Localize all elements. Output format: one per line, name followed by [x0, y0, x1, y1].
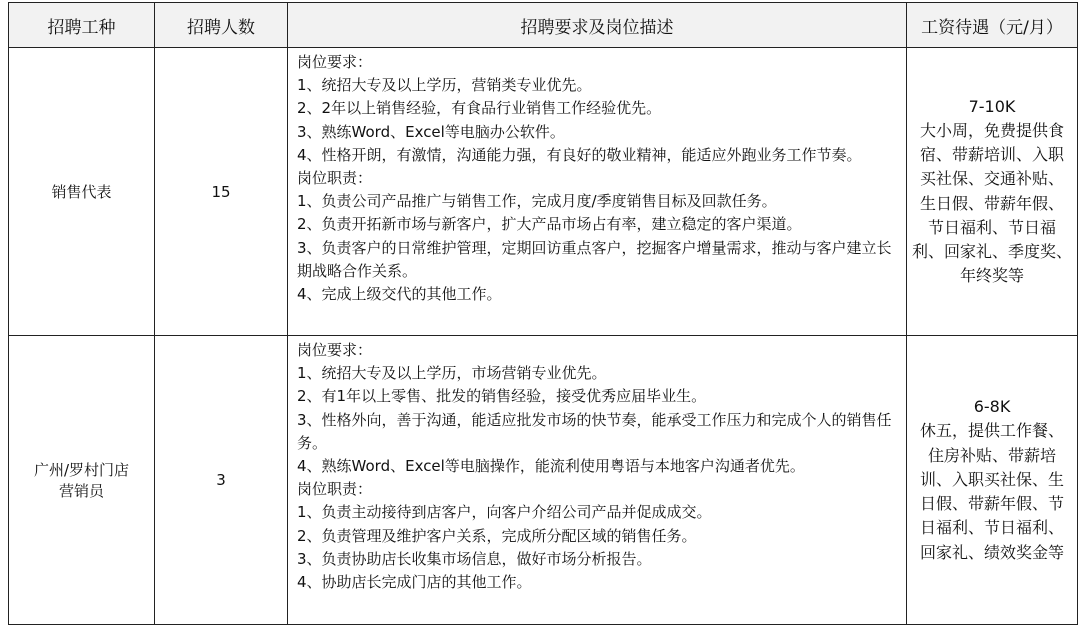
salary-cell — [907, 336, 1078, 625]
description-line: 3、性格外向，善于沟通，能适应批发市场的快节奏，能承受工作压力和完成个人的销售任务。 — [297, 410, 892, 452]
header-salary: 工资待遇（元/月） — [907, 3, 1078, 48]
recruitment-table — [8, 2, 1078, 625]
header-row — [9, 3, 1078, 48]
benefit-line: 大小周，免费提供食 — [919, 120, 1064, 140]
benefit-line: 住房补贴、带薪培 — [927, 445, 1056, 465]
benefit-line: 买社保、交通补贴、 — [919, 169, 1064, 189]
description-line: 3、负责客户的日常维护管理，定期回访重点客户，挖掘客户增量需求，推动与客户建立长期战略合作关系。 — [297, 238, 892, 280]
benefit-line: 日假、带薪年假、节 — [919, 494, 1064, 514]
description-line: 4、性格开朗，有激情，沟通能力强，有良好的敬业精神，能适应外跑业务工作节奏。 — [297, 145, 862, 164]
table-header — [9, 3, 1078, 48]
benefit-line: 年终奖等 — [959, 266, 1024, 286]
description-line: 2、2年以上销售经验，有食品行业销售工作经验优先。 — [297, 99, 662, 118]
benefit-line: 休五，提供工作餐、 — [919, 421, 1064, 441]
count-cell: 3 — [155, 336, 288, 625]
description-cell — [288, 48, 907, 336]
description-line: 1、统招大专及以上学历，市场营销专业优先。 — [297, 364, 607, 383]
salary-cell — [907, 48, 1078, 336]
salary-range: 6-8K — [973, 397, 1011, 417]
description-line: 岗位要求： — [297, 53, 373, 71]
description-line: 1、负责公司产品推广与销售工作，完成月度/季度销售目标及回款任务。 — [297, 192, 777, 211]
header-count: 招聘人数 — [155, 3, 288, 48]
description-line: 1、统招大专及以上学历，营销类专业优先。 — [297, 76, 592, 95]
description-line: 岗位要求： — [297, 341, 373, 359]
table-row — [9, 48, 1078, 336]
salary-range: 7-10K — [968, 96, 1016, 116]
position-name: 营销员 — [58, 482, 104, 500]
benefit-line: 日福利、节日福利、 — [919, 518, 1064, 538]
description-line: 4、熟练Word、Excel等电脑操作，能流利使用粤语与本地客户沟通者优先。 — [297, 457, 805, 476]
description-line: 岗位职责： — [297, 480, 373, 499]
position-name: 销售代表 — [51, 183, 112, 201]
description-line: 4、协助店长完成门店的其他工作。 — [297, 573, 532, 592]
description-cell — [288, 336, 907, 625]
description-line: 3、熟练Word、Excel等电脑办公软件。 — [297, 122, 565, 141]
description-line: 岗位职责： — [297, 169, 373, 188]
benefit-line: 生日假、带薪年假、 — [919, 193, 1064, 213]
position-name: 广州/罗村门店 — [33, 461, 130, 479]
position-cell — [9, 48, 155, 336]
description-line: 2、有1年以上零售、批发的销售经验，接受优秀应届毕业生。 — [297, 387, 707, 406]
header-position: 招聘工种 — [9, 3, 155, 48]
description-line: 1、负责主动接待到店客户，向客户介绍公司产品并促成成交。 — [297, 503, 712, 522]
description-line: 2、负责开拓新市场与新客户，扩大产品市场占有率，建立稳定的客户渠道。 — [297, 215, 802, 234]
description-line: 2、负责管理及维护客户关系，完成所分配区域的销售任务。 — [297, 526, 697, 545]
benefit-line: 宿、带薪培训、入职 — [919, 145, 1064, 165]
benefit-line: 利、回家礼、季度奖、 — [912, 241, 1073, 261]
table-row — [9, 336, 1078, 625]
header-description: 招聘要求及岗位描述 — [288, 3, 907, 48]
count-cell: 15 — [155, 48, 288, 336]
position-cell — [9, 336, 155, 625]
description-line: 3、负责协助店长收集市场信息，做好市场分析报告。 — [297, 549, 652, 568]
benefit-line: 训、入职买社保、生 — [919, 469, 1064, 489]
benefit-line: 节日福利、节日福 — [927, 217, 1056, 237]
benefit-line: 回家礼、绩效奖金等 — [919, 542, 1064, 562]
description-line: 4、完成上级交代的其他工作。 — [297, 285, 502, 304]
